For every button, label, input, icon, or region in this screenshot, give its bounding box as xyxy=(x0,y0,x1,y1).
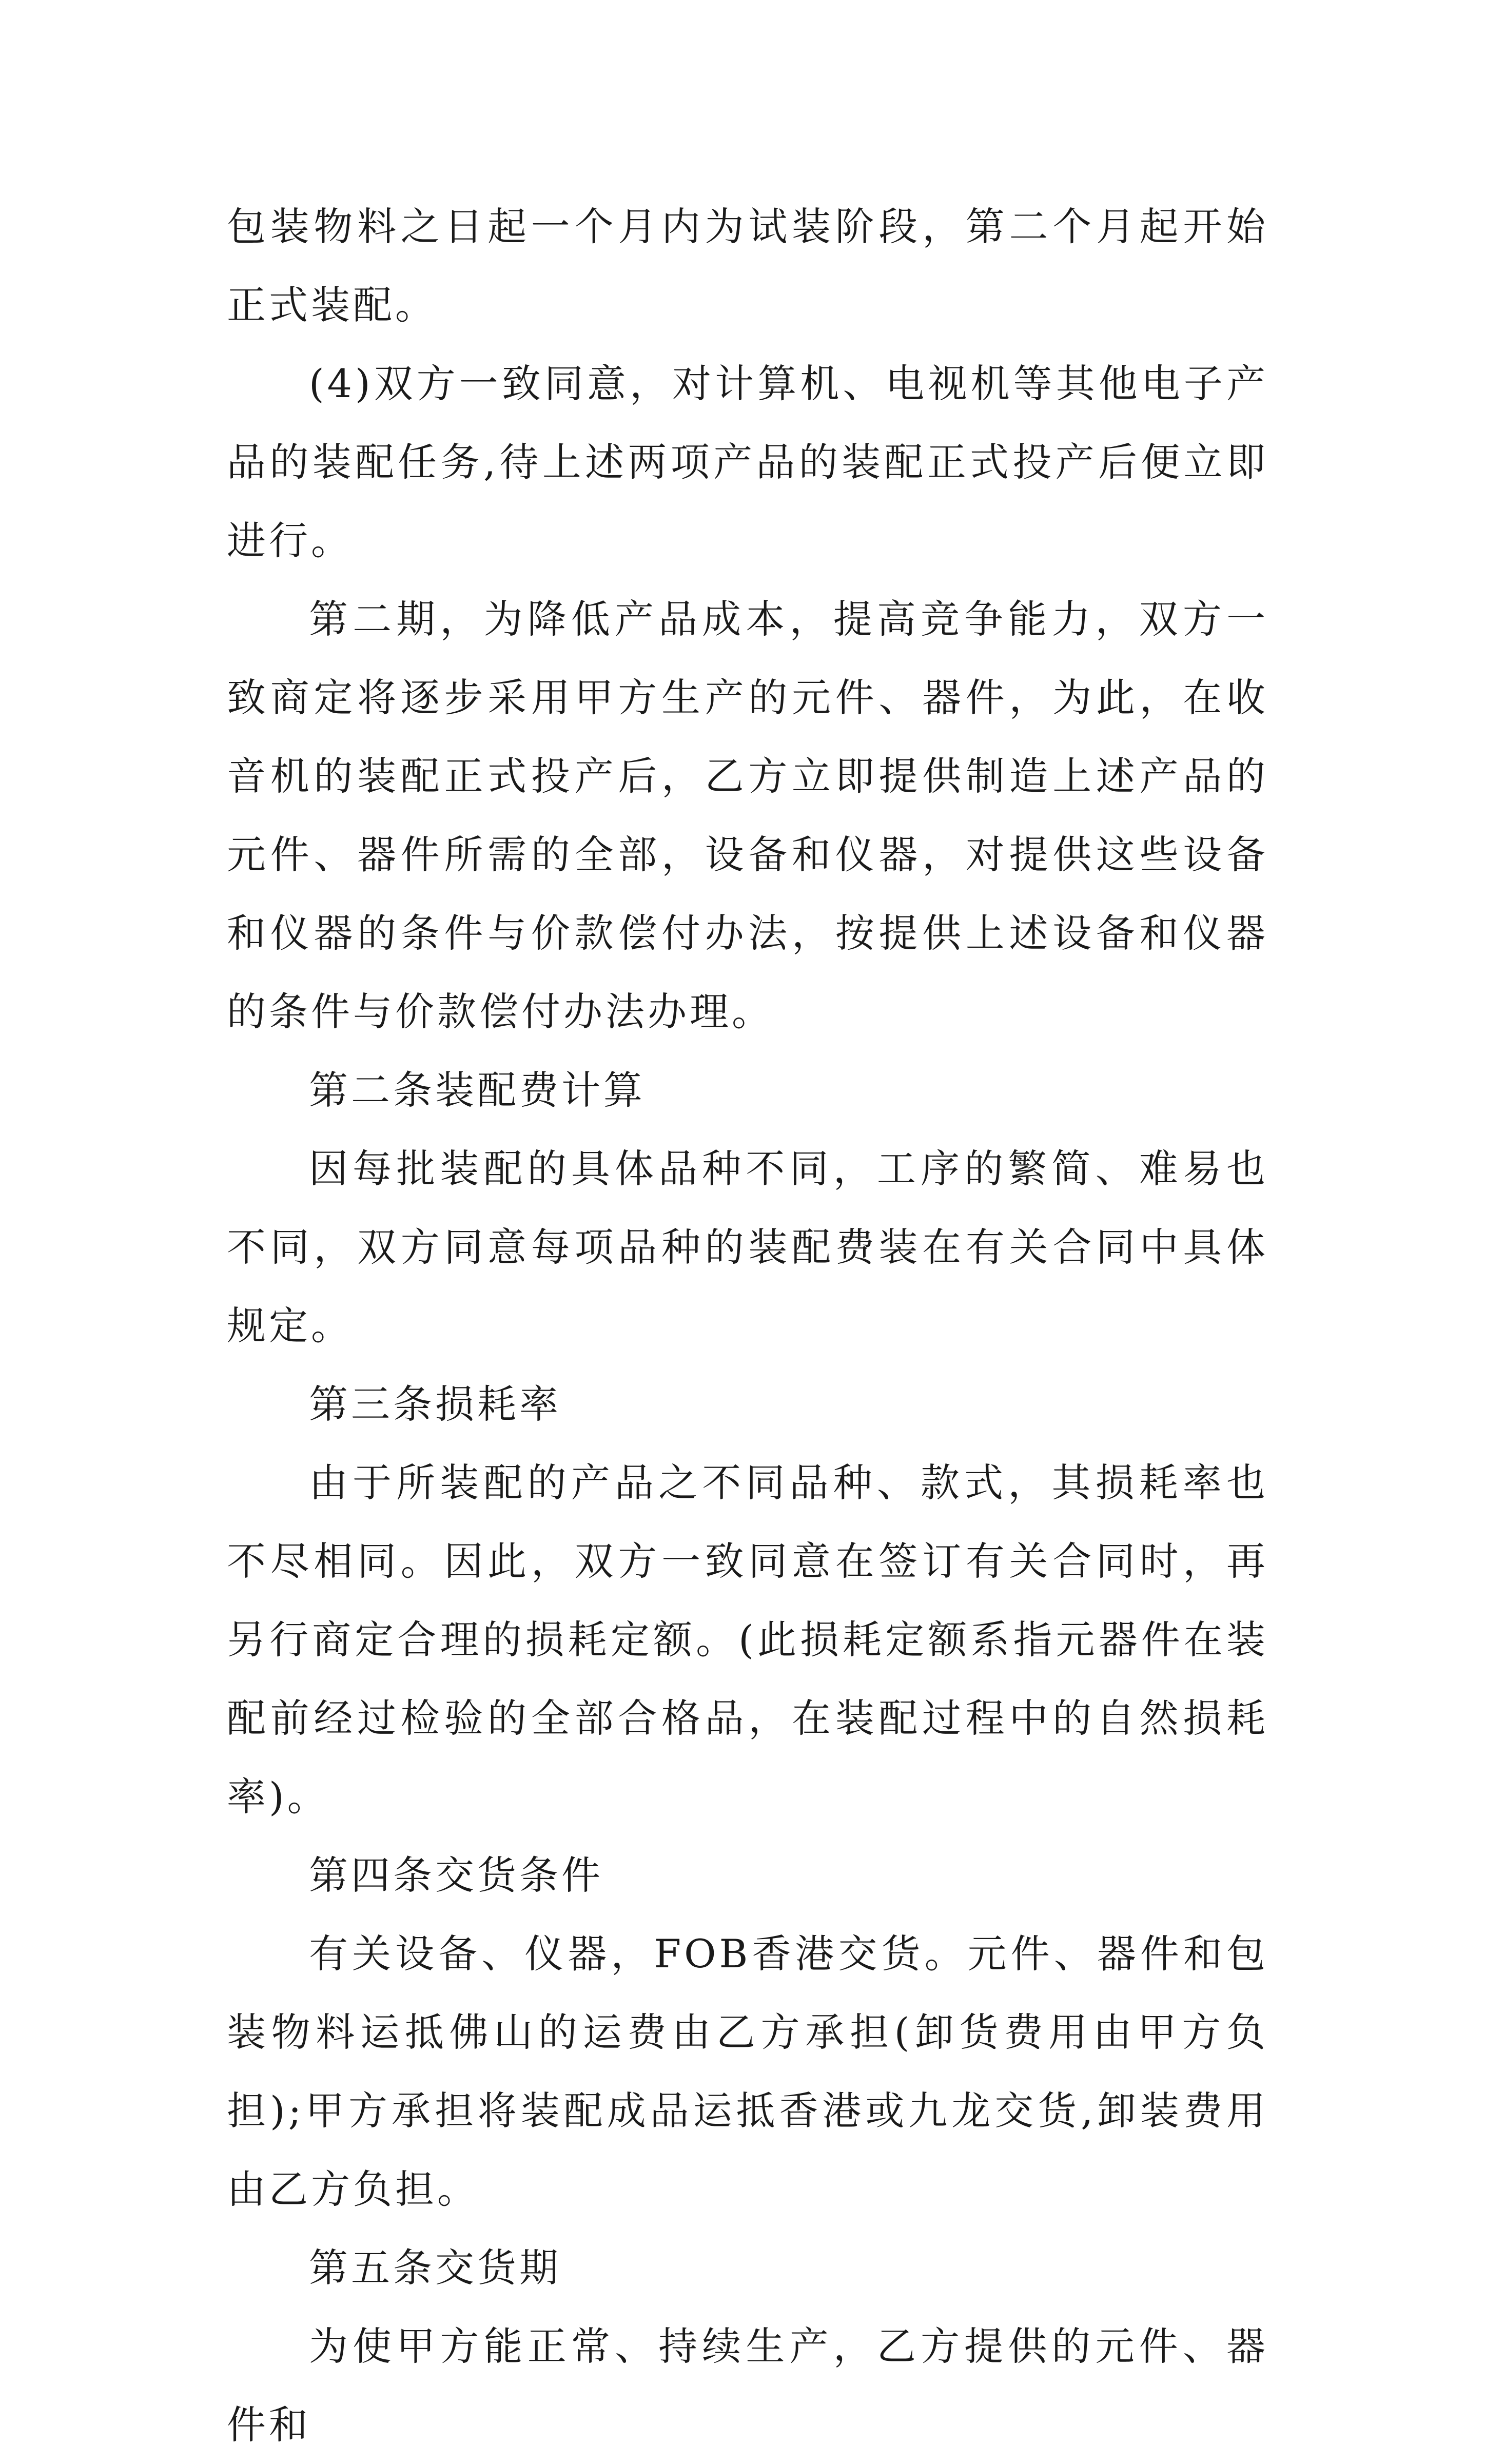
paragraph-item-4: (4)双方一致同意，对计算机、电视机等其他电子产品的装配任务,待上述两项产品的装配正式投产后便立即进行。 xyxy=(227,361,1268,563)
document-body xyxy=(227,187,1268,2464)
paragraph-article-4: 有关设备、仪器，FOB香港交货。元件、器件和包装物料运抵佛山的运费由乙方承担(卸货费用由甲方负担);甲方承担将装配成品运抵香港或九龙交货,卸装费用由乙方负担。 xyxy=(227,1931,1268,2212)
paragraph-article-5: 为使甲方能正常、持续生产，乙方提供的元件、器件和 xyxy=(227,2323,1268,2448)
heading-article-2: 第二条装配费计算 xyxy=(309,1067,646,1113)
paragraph-article-2: 因每批装配的具体品种不同，工序的繁简、难易也不同，双方同意每项品种的装配费装在有关合同中具体规定。 xyxy=(227,1146,1268,1348)
heading-article-4: 第四条交货条件 xyxy=(309,1852,603,1898)
heading-article-5: 第五条交货期 xyxy=(309,2245,561,2291)
paragraph-article-3: 由于所装配的产品之不同品种、款式，其损耗率也不尽相同。因此，双方一致同意在签订有关合同时，再另行商定合理的损耗定额。(此损耗定额系指元器件在装配前经过检验的全部合格品，在装配过程中的自然损耗率)。 xyxy=(227,1460,1268,1820)
paragraph-phase-two: 第二期，为降低产品成本，提高竞争能力，双方一致商定将逐步采用甲方生产的元件、器件，为此，在收音机的装配正式投产后，乙方立即提供制造上述产品的元件、器件所需的全部，设备和仪器，对提供这些设备和仪器的条件与价款偿付办法，按提供上述设备和仪器的条件与价款偿付办法办理。 xyxy=(227,596,1268,1034)
heading-article-3: 第三条损耗率 xyxy=(309,1381,561,1427)
paragraph-continuation: 包装物料之日起一个月内为试装阶段，第二个月起开始正式装配。 xyxy=(227,204,1268,328)
